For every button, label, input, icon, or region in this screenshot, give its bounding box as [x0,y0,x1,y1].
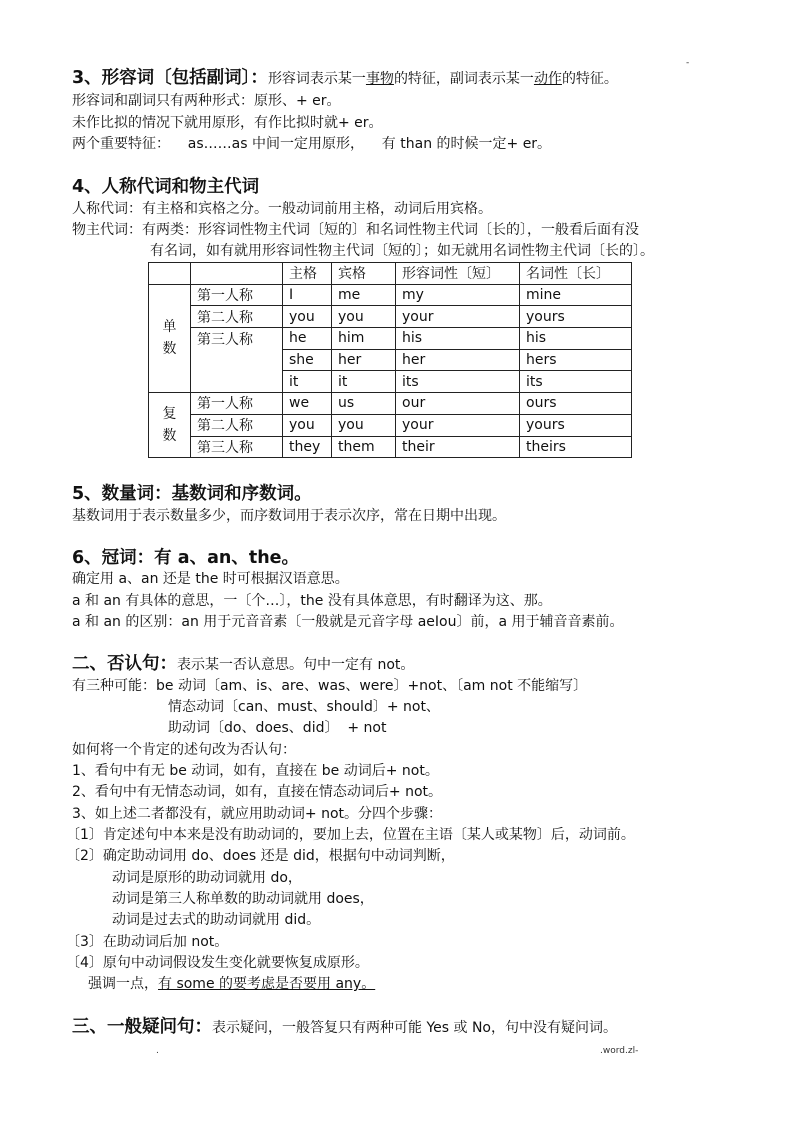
table-cell: he [283,328,332,350]
negative-step-2-b: 动词是第三人称单数的助动词就用 does， [112,891,374,907]
negative-line-1: 有三种可能：be 动词〔am、is、are、was、were〕+not、〔am not 不能缩写〕 [72,678,588,694]
table-cell: you [283,306,332,328]
section-3-desc-d: 动作 [533,71,562,87]
negative-line-7: 3、如上述二者都没有，就应用助动词+ not。分四个步骤： [72,806,443,822]
section-4-line-3: 有名词，如有就用形容词性物主代词〔短的〕；如无就用名词性物主代词〔长的〕。 [150,243,654,259]
section-6-line-1: 确定用 a、an 还是 the 时可根据汉语意思。 [72,571,349,587]
table-cell: its [396,371,520,393]
question-heading-line [72,1017,617,1039]
negative-step-2-a: 动词是原形的助动词就用 do， [112,870,302,886]
table-row [149,414,632,436]
table-cell: its [520,371,632,393]
table-cell: his [520,328,632,350]
section-5-line-1: 基数词用于表示数量多少，而序数词用于表示次序，常在日期中出现。 [72,508,506,524]
section-3-line-2: 形容词和副词只有两种形式：原形、+ er。 [72,93,341,109]
negative-heading-line [72,654,414,676]
table-cell: she [283,349,332,371]
negative-emphasis-note: 有 some 的要考虑是否要用 any。 [158,976,376,992]
table-row [149,306,632,328]
table-row [149,393,632,415]
table-cell: they [283,436,332,458]
table-cell: yours [520,414,632,436]
table-cell: them [332,436,396,458]
header-cell: 主格 [283,263,332,285]
negative-step-3: 〔3〕在助动词后加 not。 [66,934,229,950]
person-cell: 第三人称 [191,328,283,393]
person-cell: 第二人称 [191,414,283,436]
person-cell: 第二人称 [191,306,283,328]
table-cell: theirs [520,436,632,458]
section-3-title: 3、形容词〔包括副词〕： [72,68,268,88]
header-cell: 宾格 [332,263,396,285]
table-row [149,328,632,350]
plural-label-cell [149,393,191,458]
section-6-line-2: a 和 an 有具体的意思，一〔个…〕，the 没有具体意思，有时翻译为这、那。 [72,593,552,609]
pronoun-table [148,262,632,458]
section-4-line-2: 物主代词：有两类：形容词性物主代词〔短的〕和名词性物主代词〔长的〕，一般看后面有没 [72,222,639,238]
table-cell: him [332,328,396,350]
footer-watermark: .word.zl- [600,1046,639,1056]
negative-line-3: 助动词〔do、does、did〕 + not [168,720,387,736]
negative-step-4: 〔4〕原句中动词假设发生变化就要恢复成原形。 [66,955,369,971]
table-cell: you [283,414,332,436]
negative-emphasis-lead: 强调一点， [88,976,158,992]
table-cell: his [396,328,520,350]
header-cell: 形容词性〔短〕 [396,263,520,285]
footer-left-mark: . [156,1046,159,1056]
table-cell: it [332,371,396,393]
negative-title: 二、否认句： [72,654,177,674]
table-cell: ours [520,393,632,415]
question-title-desc: 表示疑问，一般答复只有两种可能 Yes 或 No，句中没有疑问词。 [212,1020,617,1036]
negative-emphasis-line [88,974,375,995]
header-cell: 名词性〔长〕 [520,263,632,285]
negative-title-desc: 表示某一否认意思。句中一定有 not。 [177,657,415,673]
person-cell: 第三人称 [191,436,283,458]
plural-label: 复数 [162,406,177,445]
table-cell: your [396,306,520,328]
section-5-title: 5、数量词：基数词和序数词。 [72,484,312,504]
negative-line-5: 1、看句中有无 be 动词，如有，直接在 be 动词后+ not。 [72,763,439,779]
table-cell: hers [520,349,632,371]
section-3-desc-b: 事物 [365,71,394,87]
section-4-line-1: 人称代词：有主格和宾格之分。一般动词前用主格，动词后用宾格。 [72,201,492,217]
table-cell: I [283,284,332,306]
negative-step-2-c: 动词是过去式的助动词就用 did。 [112,912,321,928]
negative-step-1: 〔1〕肯定述句中本来是没有助动词的，要加上去，位置在主语〔某人或某物〕后，动词前。 [66,827,635,843]
section-6-line-3: a 和 an 的区别：an 用于元音音素〔一般就是元音字母 aeIou〕前，a 用于辅音音素前。 [72,614,624,630]
page-corner-mark: - [686,58,690,68]
singular-label: 单数 [162,319,177,358]
table-header-row [149,263,632,285]
section-3-heading-line [72,68,618,90]
table-cell: mine [520,284,632,306]
question-title: 三、一般疑问句： [72,1017,212,1037]
person-cell: 第一人称 [191,393,283,415]
section-3-line-4: 两个重要特征： as……as 中间一定用原形， 有 than 的时候一定+ er。 [72,136,552,152]
table-row [149,436,632,458]
section-3-line-3: 未作比拟的情况下就用原形，有作比拟时就+ er。 [72,115,383,131]
table-cell: her [396,349,520,371]
table-cell: yours [520,306,632,328]
table-cell: their [396,436,520,458]
table-row [149,284,632,306]
section-3-desc-a: 形容词表示某一 [267,71,366,87]
negative-line-4: 如何将一个肯定的述句改为否认句： [72,742,296,758]
table-cell: me [332,284,396,306]
table-cell: us [332,393,396,415]
table-cell: her [332,349,396,371]
section-3-desc-e: 的特征。 [561,71,618,87]
singular-label-cell [149,284,191,392]
section-4-title: 4、人称代词和物主代词 [72,177,260,197]
negative-step-2: 〔2〕确定助动词用 do、does 还是 did，根据句中动词判断， [66,848,455,864]
person-cell: 第一人称 [191,284,283,306]
section-6-title: 6、冠词：有 a、an、the。 [72,548,300,568]
negative-line-2: 情态动词〔can、must、should〕+ not、 [168,699,440,715]
section-3-desc-c: 的特征，副词表示某一 [393,71,534,87]
table-cell: our [396,393,520,415]
table-cell: my [396,284,520,306]
table-cell: it [283,371,332,393]
table-cell: we [283,393,332,415]
table-cell: your [396,414,520,436]
negative-line-6: 2、看句中有无情态动词，如有，直接在情态动词后+ not。 [72,784,443,800]
table-cell: you [332,414,396,436]
table-cell: you [332,306,396,328]
